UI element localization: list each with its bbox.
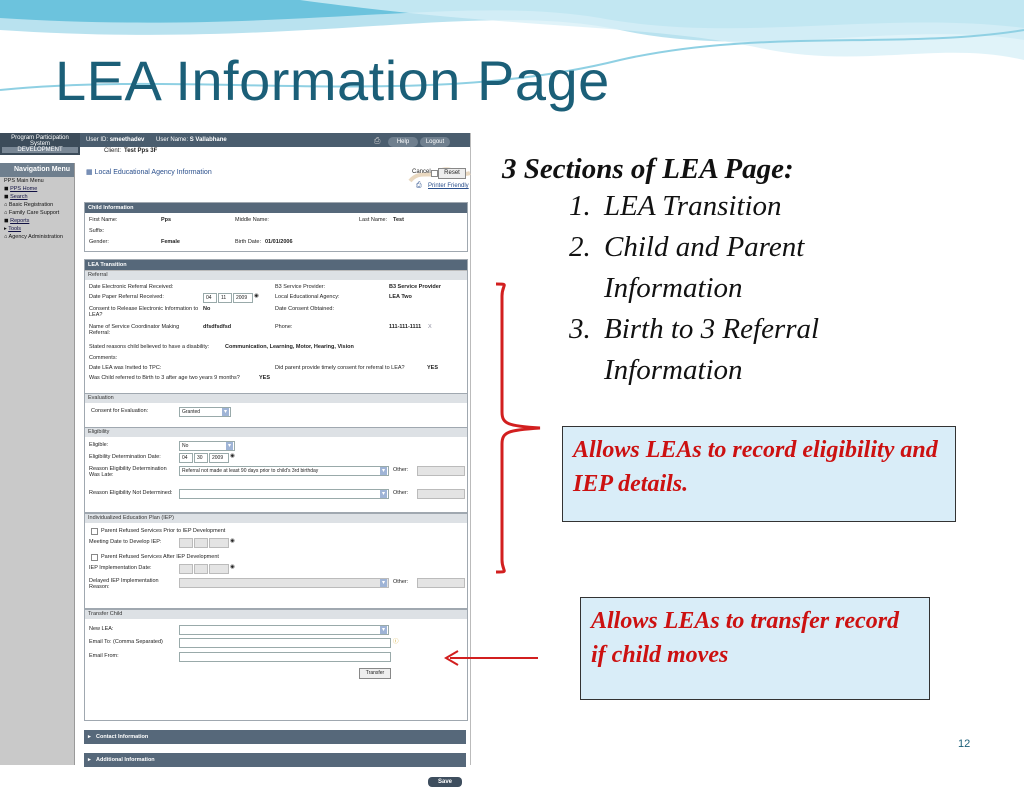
consent-evaluation-label: Consent for Evaluation:	[91, 408, 149, 414]
email-from-input[interactable]	[179, 652, 391, 662]
reset-button[interactable]: Reset	[438, 168, 466, 179]
eligibility-panel	[84, 427, 468, 513]
disability-reasons-value: Communication, Learning, Motor, Hearing, Vision	[225, 344, 354, 350]
delayed-other-input[interactable]	[417, 578, 465, 588]
client-label: Client:	[104, 148, 122, 154]
late-other-input[interactable]	[417, 466, 465, 476]
iep-header: Individualized Education Plan (IEP)	[85, 514, 467, 523]
gender-value: Female	[161, 239, 180, 245]
page-header	[86, 168, 212, 176]
section-item-child-parent: 2. Child and Parent Information	[598, 227, 922, 309]
transfer-child-header: Transfer Child	[85, 610, 467, 619]
evaluation-panel	[84, 393, 468, 429]
eligibility-date-month[interactable]: 04	[179, 453, 193, 463]
middle-name-label: Middle Name:	[235, 217, 269, 223]
child-information-header: Child Information	[85, 203, 467, 213]
calendar-icon[interactable]: ◉	[230, 453, 235, 459]
navigation-sidebar	[0, 163, 75, 765]
nav-item-agency-administration[interactable]: ⌂ Agency Administration	[4, 234, 63, 240]
eligibility-date-label: Eligibility Determination Date:	[89, 454, 161, 460]
bracket-decoration	[496, 282, 546, 574]
refused-after-checkbox[interactable]	[91, 554, 98, 561]
nav-item-tools[interactable]: ▸ Tools	[4, 226, 22, 232]
help-icon[interactable]: ⓘ	[393, 639, 399, 645]
not-determined-label: Reason Eligibility Not Determined:	[89, 490, 173, 496]
email-to-label: Email To: (Comma Separated)	[89, 639, 163, 645]
main-content	[80, 163, 470, 785]
expand-icon: ▸	[88, 734, 91, 740]
lea-value: LEA Two	[389, 294, 412, 300]
nav-item-label: PPS Home	[10, 186, 38, 192]
cancel-checkbox[interactable]	[431, 170, 438, 177]
help-button[interactable]: Help	[388, 137, 418, 147]
gender-label: Gender:	[89, 239, 109, 245]
last-name-value: Test	[393, 217, 404, 223]
user-info	[86, 137, 237, 143]
meeting-date-day[interactable]	[194, 538, 208, 548]
additional-information-label: Additional Information	[96, 757, 155, 763]
paper-referral-label: Date Paper Referral Received:	[89, 294, 164, 300]
eligibility-date-year[interactable]: 2009	[209, 453, 229, 463]
b3-provider-label: B3 Service Provider:	[275, 284, 326, 290]
late-other-label: Other:	[393, 467, 409, 473]
nav-item-label: Basic Registration	[8, 202, 54, 208]
timely-consent-label: Did parent provide timely consent for referral to LEA?	[275, 365, 405, 371]
eligible-select[interactable]: No ▾	[179, 441, 235, 451]
section-item-birth-to-3: 3. Birth to 3 Referral Information	[598, 309, 922, 391]
referred-after-age-label: Was Child referred to Birth to 3 after age two years 9 months?	[89, 375, 240, 381]
user-id: smeethadev	[109, 137, 145, 143]
meeting-date-year[interactable]	[209, 538, 229, 548]
eligibility-date-day[interactable]: 30	[194, 453, 208, 463]
refused-prior-label: Parent Refused Services Prior to IEP Development	[101, 528, 226, 534]
sections-list	[502, 152, 922, 391]
first-name-value: Pps	[161, 217, 172, 223]
paper-referral-day[interactable]: 11	[218, 293, 232, 303]
nav-item-pps-home[interactable]: ◼ PPS Home	[4, 186, 38, 192]
paper-referral-year[interactable]: 2009	[233, 293, 253, 303]
expand-icon: ▸	[88, 757, 91, 763]
cancel-label: Cancel	[412, 169, 431, 175]
late-reason-select[interactable]: Referral not made at least 90 days prior to child's 3rd birthday ▾	[179, 466, 389, 476]
evaluation-header: Evaluation	[85, 394, 467, 403]
client-bar	[80, 147, 470, 156]
implementation-date-day[interactable]	[194, 564, 208, 574]
implementation-date-month[interactable]	[179, 564, 193, 574]
new-lea-label: New LEA:	[89, 626, 114, 632]
transfer-child-panel	[84, 609, 468, 721]
suffix-label: Suffix:	[89, 228, 105, 234]
nav-item-family-care-support[interactable]: ⌂ Family Care Support	[4, 210, 60, 216]
user-name-label: User Name:	[156, 137, 189, 143]
comments-label: Comments:	[89, 355, 118, 361]
meeting-date-month[interactable]	[179, 538, 193, 548]
client-name: Test Pps 3F	[124, 148, 158, 154]
arrow-icon	[442, 648, 542, 668]
logo-line1: Program Participation	[11, 135, 69, 141]
eligibility-header: Eligibility	[85, 428, 467, 437]
lea-invited-tpc-label: Date LEA was Invited to TPC:	[89, 365, 162, 371]
last-name-label: Last Name:	[359, 217, 388, 223]
printer-icon: ⎙	[416, 182, 422, 189]
nav-item-basic-registration[interactable]: ⌂ Basic Registration	[4, 202, 54, 208]
late-reason-label: Reason Eligibility Determination Was Late:	[89, 466, 167, 478]
calendar-icon[interactable]: ◉	[230, 538, 235, 544]
save-button[interactable]: Save	[428, 777, 462, 787]
birth-date-value: 01/01/2006	[265, 239, 293, 245]
not-determined-other-input[interactable]	[417, 489, 465, 499]
implementation-date-label: IEP Implementation Date:	[89, 565, 152, 571]
app-screenshot	[0, 133, 471, 785]
iep-panel	[84, 513, 468, 609]
delayed-other-label: Other:	[393, 579, 409, 585]
child-information-panel	[84, 202, 468, 252]
phone-label: Phone:	[275, 324, 293, 330]
disability-reasons-label: Stated reasons child believed to have a disability:	[89, 344, 210, 350]
nav-item-pps-main-menu[interactable]: PPS Main Menu	[4, 178, 44, 184]
page-title: Local Educational Agency Information	[94, 169, 212, 176]
section-item-lea-transition: 1. LEA Transition	[598, 186, 922, 227]
not-determined-select[interactable]	[179, 489, 389, 499]
timely-consent-value: YES	[427, 365, 439, 371]
app-logo	[0, 133, 80, 155]
meeting-date-label: Meeting Date to Develop IEP:	[89, 539, 162, 545]
env-label: DEVELOPMENT	[2, 147, 78, 153]
not-determined-other-label: Other:	[393, 490, 409, 496]
refused-after-label: Parent Refused Services After IEP Development	[101, 554, 219, 560]
paper-referral-month[interactable]: 04	[203, 293, 217, 303]
date-consent-label: Date Consent Obtained:	[275, 306, 335, 312]
lea-transition-header: LEA Transition	[85, 260, 467, 270]
implementation-date-year[interactable]	[209, 564, 229, 574]
transfer-callout: Allows LEAs to transfer record if child moves	[580, 597, 930, 700]
user-name: S Vallabhane	[189, 137, 227, 143]
page-number: 12	[958, 738, 971, 750]
consent-release-value: No	[203, 306, 211, 312]
eligible-label: Eligible:	[89, 442, 109, 448]
referral-subheader: Referral	[85, 270, 467, 280]
logo-line2: System	[29, 141, 50, 147]
phone-extension-marker: X	[428, 324, 432, 330]
user-id-label: User ID:	[86, 137, 109, 143]
nav-menu-title: Navigation Menu	[0, 163, 74, 177]
delayed-reason-label: Delayed IEP Implementation Reason:	[89, 578, 159, 590]
nav-item-label: Tools	[8, 226, 22, 232]
nav-item-label: Search	[10, 194, 28, 200]
electronic-referral-label: Date Electronic Referral Received:	[89, 284, 174, 290]
lea-label: Local Educational Agency:	[275, 294, 340, 300]
contact-information-label: Contact Information	[96, 734, 149, 740]
new-lea-select[interactable]	[179, 625, 389, 635]
service-coordinator-label: Name of Service Coordinator Making Referral:	[89, 324, 180, 336]
nav-item-label: Family Care Support	[8, 210, 60, 216]
nav-item-search[interactable]: ◼ Search	[4, 194, 28, 200]
contact-information-section[interactable]	[84, 730, 466, 744]
consent-evaluation-select[interactable]: Granted ▾	[179, 407, 231, 417]
birth-date-label: Birth Date:	[235, 239, 261, 245]
referred-after-age-value: YES	[259, 375, 271, 381]
refused-prior-checkbox[interactable]	[91, 528, 98, 535]
transfer-button[interactable]: Transfer	[359, 668, 391, 679]
calendar-icon[interactable]: ◉	[254, 293, 259, 299]
calendar-icon[interactable]: ◉	[230, 564, 235, 570]
lea-transition-panel	[84, 259, 468, 395]
delayed-reason-select[interactable]	[179, 578, 389, 588]
nav-item-label: Agency Administration	[8, 234, 63, 240]
list-icon: ▦	[86, 169, 93, 176]
email-to-input[interactable]	[179, 638, 391, 648]
nav-item-label: Reports	[10, 218, 30, 224]
b3-provider-value: B3 Service Provider	[389, 284, 441, 290]
consent-release-label: Consent to Release Electronic Information to LEA?	[89, 306, 199, 318]
email-from-label: Email From:	[89, 653, 119, 659]
printer-friendly-link[interactable]: Printer Friendly	[428, 183, 469, 189]
additional-information-section[interactable]	[84, 753, 466, 767]
slide-title: LEA Information Page	[55, 49, 610, 112]
phone-value: 111-111-1111	[389, 324, 422, 330]
logout-button[interactable]: Logout	[420, 137, 450, 147]
eligibility-callout: Allows LEAs to record eligibility and IEP details.	[562, 426, 956, 522]
print-icon[interactable]: ⎙	[374, 136, 381, 145]
service-coordinator-value: dfsdfsdfsd	[203, 324, 232, 330]
nav-item-reports[interactable]: ◼ Reports	[4, 218, 30, 224]
sections-heading: 3 Sections of LEA Page:	[502, 153, 794, 185]
first-name-label: First Name:	[89, 217, 118, 223]
